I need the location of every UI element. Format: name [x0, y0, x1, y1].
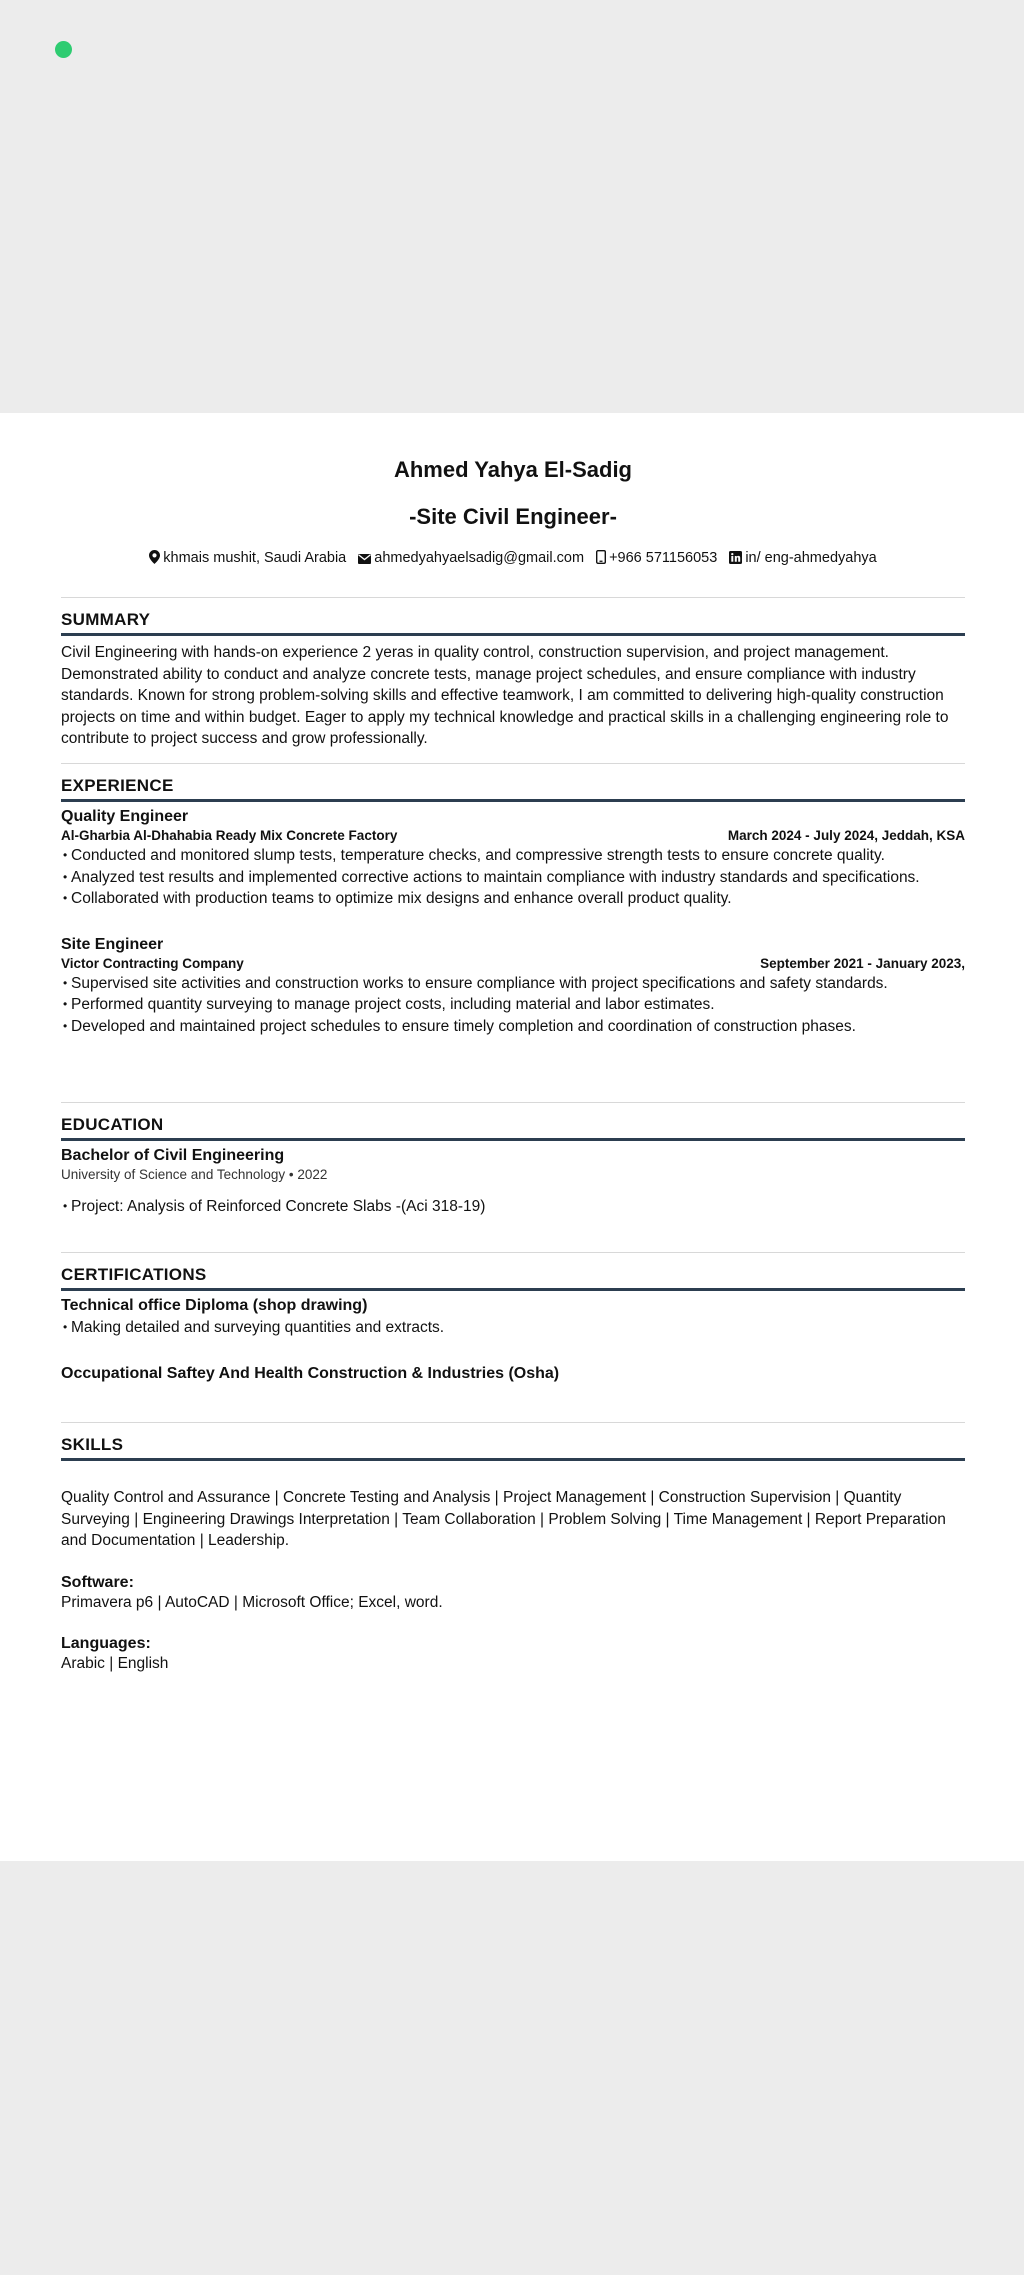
list-item: • Collaborated with production teams to optimize mix designs and enhance overall product quality.	[61, 888, 965, 910]
candidate-role: -Site Civil Engineer-	[409, 504, 617, 529]
divider	[61, 597, 965, 598]
skills-text: Quality Control and Assurance | Concrete Testing and Analysis | Project Management | Construction Supervision | Quantity Surveying | Engineering Drawings Interpretation | Team Collaboration | Problem Solving | Time Management | Report Preparation and Documentation | Leadership.	[61, 1489, 946, 1549]
software-list: Primavera p6 | AutoCAD | Microsoft Office; Excel, word.	[61, 1593, 443, 1611]
education-section	[61, 1102, 965, 1218]
skills-section	[61, 1422, 965, 1675]
section-title: SKILLS	[61, 1435, 965, 1461]
list-item: • Conducted and monitored slump tests, temperature checks, and compressive strength tests to ensure concrete quality.	[61, 845, 965, 867]
list-item: • Analyzed test results and implemented corrective actions to maintain compliance with industry standards and specifications.	[61, 867, 965, 889]
section-title: EDUCATION	[61, 1115, 965, 1141]
job-title: Site Engineer	[61, 935, 164, 953]
candidate-name: Ahmed Yahya El-Sadig	[393, 457, 632, 482]
contact-linkedin[interactable]: in/ eng-ahmedyahya	[729, 550, 876, 566]
list-item: • Project: Analysis of Reinforced Concrete Slabs -(Aci 318-19)	[61, 1196, 965, 1218]
languages-list: Arabic | English	[61, 1655, 169, 1672]
languages-label: Languages:	[61, 1635, 151, 1652]
divider	[61, 1252, 965, 1253]
job-entry	[61, 808, 965, 910]
divider	[61, 1102, 965, 1103]
contact-email[interactable]: ahmedyahyaelsadig@gmail.com	[358, 550, 584, 566]
list-item: • Performed quantity surveying to manage project costs, including material and labor estimates.	[61, 994, 965, 1016]
list-item: • Developed and maintained project schedules to ensure timely completion and coordination of construction phases.	[61, 1016, 965, 1038]
contact-location: khmais mushit, Saudi Arabia	[149, 550, 346, 566]
software-label: Software:	[61, 1573, 134, 1591]
divider	[61, 763, 965, 764]
experience-section	[61, 763, 965, 1037]
job-title: Quality Engineer	[61, 808, 189, 825]
summary-text: Civil Engineering with hands-on experience 2 yeras in quality control, construction supervision, and project management. Demonstrated ability to conduct and analyze concrete tests, manage project schedules, and ensure compliance with industry standards. Known for strong problem-solving skills and effective teamwork, I am committed to delivering high-quality construction projects on time and within budget. Eager to apply my technical knowledge and practical skills in a challenging engineering role to contribute to project success and grow professionally.	[61, 644, 949, 747]
school-name: University of Science and Technology • 2022	[61, 1167, 328, 1182]
job-company: Victor Contracting Company	[61, 955, 244, 971]
contact-phone[interactable]: +966 571156053	[596, 550, 717, 566]
job-company: Al-Gharbia Al-Dhahabia Ready Mix Concrete Factory	[61, 828, 398, 843]
certifications-section	[61, 1252, 965, 1383]
section-title: CERTIFICATIONS	[61, 1265, 965, 1291]
job-dates: September 2021 - January 2023,	[760, 955, 965, 971]
contact-line	[61, 550, 965, 566]
status-dot	[55, 41, 72, 58]
certification-name: Occupational Saftey And Health Construction & Industries (Osha)	[61, 1364, 560, 1382]
summary-section	[61, 597, 965, 750]
linkedin-icon	[729, 551, 742, 564]
job-entry	[61, 936, 965, 1038]
resume-page	[0, 413, 1024, 1861]
divider	[61, 1422, 965, 1423]
section-title: SUMMARY	[61, 610, 965, 636]
degree-title: Bachelor of Civil Engineering	[61, 1147, 285, 1164]
section-title: EXPERIENCE	[61, 776, 965, 802]
certification-name: Technical office Diploma (shop drawing)	[61, 1297, 368, 1314]
list-item: • Making detailed and surveying quantities and extracts.	[61, 1317, 965, 1339]
list-item: • Supervised site activities and construction works to ensure compliance with project specifications and safety standards.	[61, 973, 965, 995]
job-dates: March 2024 - July 2024, Jeddah, KSA	[727, 828, 965, 843]
map-pin-icon	[149, 550, 160, 564]
phone-icon	[596, 550, 606, 564]
mail-icon	[358, 554, 371, 564]
